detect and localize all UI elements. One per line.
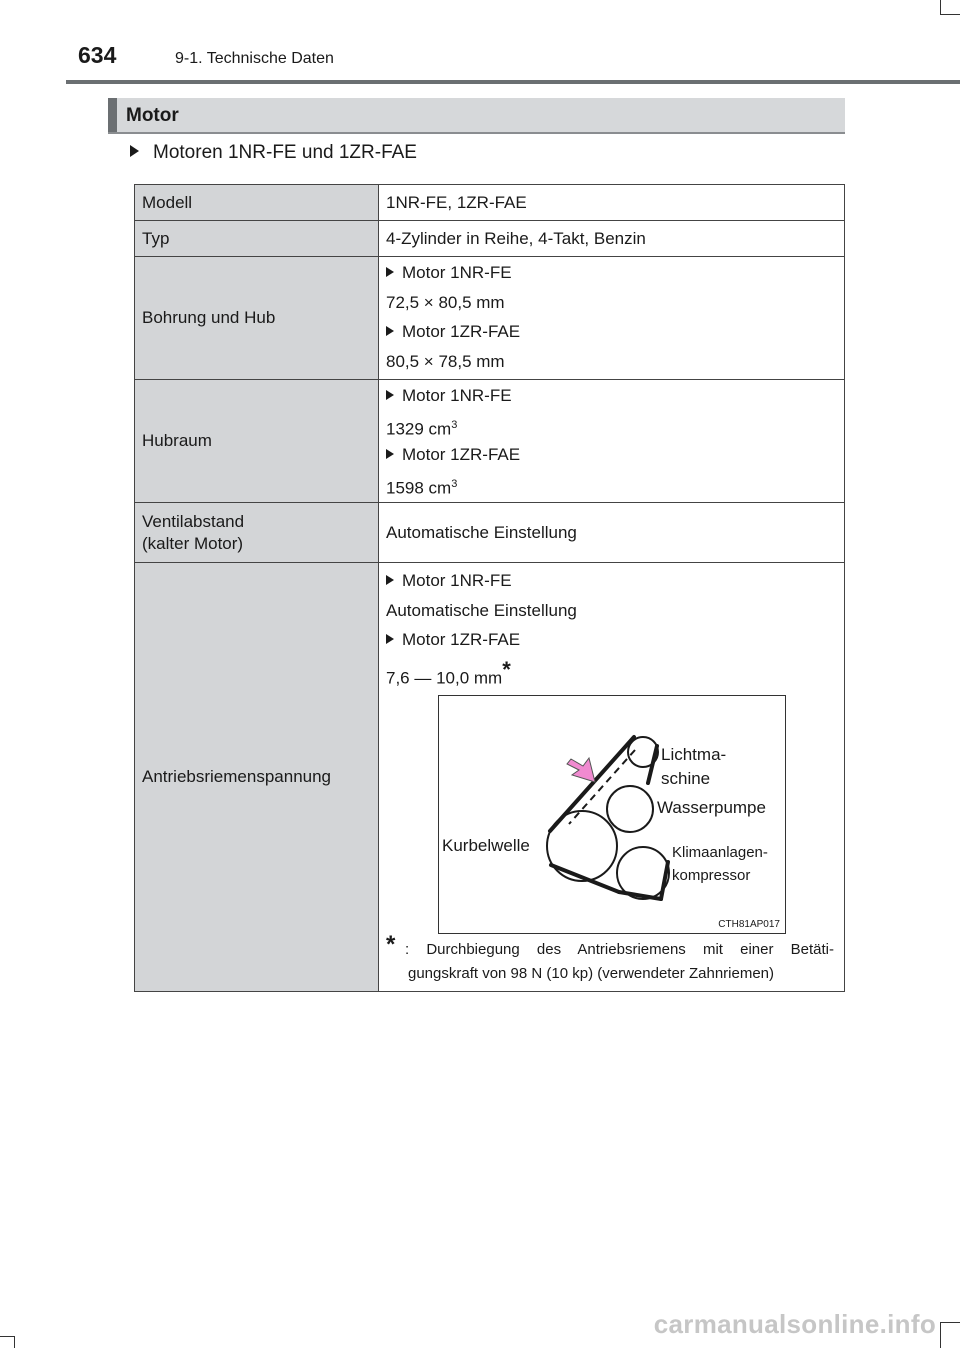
- cubic-exponent: 3: [451, 478, 458, 490]
- crop-mark: [940, 0, 941, 14]
- triangle-bullet-icon: [130, 145, 139, 157]
- table-row: [135, 503, 845, 563]
- crop-mark: [0, 1336, 14, 1337]
- header-rule: [66, 80, 960, 84]
- antrieb-values: [379, 563, 845, 992]
- lichtmaschine-label-line1: Lichtma-: [661, 745, 727, 764]
- antrieb-value1: Automatische Einstellung: [386, 601, 577, 620]
- modell-value: 1NR-FE, 1ZR-FAE: [379, 185, 845, 221]
- hubraum-engine1: Motor 1NR-FE: [402, 386, 512, 405]
- bohrung-values: [379, 257, 845, 380]
- modell-label: Modell: [135, 185, 379, 221]
- footnote-line2: gungskraft von 98 N (10 kp) (verwendeter Zahnriemen): [408, 965, 775, 982]
- hubraum-engine2: Motor 1ZR-FAE: [402, 445, 521, 464]
- hubraum-label: Hubraum: [135, 380, 379, 503]
- crop-mark: [940, 1322, 941, 1348]
- klimakompressor-label: [672, 841, 768, 887]
- footnote-asterisk: *: [386, 931, 396, 958]
- belt-check-arrow-icon: [567, 758, 595, 782]
- subsection-title-text: Motoren 1NR-FE und 1ZR-FAE: [153, 142, 417, 163]
- table-row: [135, 563, 845, 992]
- table-row: [135, 185, 845, 221]
- lichtmaschine-label: [661, 743, 726, 791]
- antrieb-value2: 7,6 — 10,0 mm: [386, 668, 503, 688]
- engine-spec-table: [134, 184, 845, 992]
- triangle-bullet-icon: [386, 634, 394, 644]
- antrieb-engine2: Motor 1ZR-FAE: [402, 630, 521, 649]
- wasserpumpe-pulley: [607, 786, 653, 832]
- bohrung-value2: 80,5 × 78,5 mm: [386, 352, 505, 371]
- antrieb-engine1: Motor 1NR-FE: [402, 571, 512, 590]
- footnote-line1: : Durchbiegung des Antriebsriemens mit einer Betäti-: [405, 941, 834, 958]
- antrieb-label: Antriebsriemenspannung: [135, 563, 379, 992]
- hubraum-value1: 1329 cm: [386, 419, 452, 439]
- table-row: [135, 221, 845, 257]
- triangle-bullet-icon: [386, 267, 394, 277]
- typ-value: 4-Zylinder in Reihe, 4-Takt, Benzin: [379, 221, 845, 257]
- crop-mark: [14, 1336, 15, 1348]
- klima-label-line2: kompressor: [672, 867, 751, 884]
- kurbelwelle-label: Kurbelwelle: [442, 836, 530, 855]
- hubraum-value2: 1598 cm: [386, 478, 452, 498]
- table-row: [135, 380, 845, 503]
- crop-mark: [940, 1322, 960, 1323]
- bohrung-label: Bohrung und Hub: [135, 257, 379, 380]
- ventil-label-line1: Ventilabstand: [142, 511, 245, 531]
- watermark: carmanualsonline.info: [653, 1309, 936, 1339]
- triangle-bullet-icon: [386, 575, 394, 585]
- triangle-bullet-icon: [386, 390, 394, 400]
- motor-section-bar: [108, 98, 845, 134]
- hubraum-values: [379, 380, 845, 503]
- triangle-bullet-icon: [386, 326, 394, 336]
- page-number: 634: [78, 42, 117, 68]
- motor-section-title: Motor: [126, 105, 179, 126]
- typ-label: Typ: [135, 221, 379, 257]
- asterisk-marker: *: [502, 657, 511, 682]
- crop-mark: [940, 14, 960, 15]
- triangle-bullet-icon: [386, 449, 394, 459]
- ventil-value: Automatische Einstellung: [379, 503, 845, 563]
- belt-diagram: [438, 695, 786, 934]
- bohrung-value1: 72,5 × 80,5 mm: [386, 293, 505, 312]
- footnote: [386, 931, 844, 986]
- cubic-exponent: 3: [451, 419, 458, 431]
- section-header: 9-1. Technische Daten: [175, 50, 334, 67]
- ventil-label: [135, 503, 379, 563]
- subsection-title: [130, 142, 417, 164]
- table-row: [135, 257, 845, 380]
- wasserpumpe-label: Wasserpumpe: [657, 798, 766, 817]
- klima-label-line1: Klimaanlagen-: [672, 844, 768, 861]
- bohrung-engine1: Motor 1NR-FE: [402, 263, 512, 282]
- figure-code: CTH81AP017: [718, 919, 780, 930]
- bohrung-engine2: Motor 1ZR-FAE: [402, 322, 521, 341]
- ventil-label-line2: (kalter Motor): [142, 533, 244, 553]
- lichtmaschine-label-line2: schine: [661, 769, 711, 788]
